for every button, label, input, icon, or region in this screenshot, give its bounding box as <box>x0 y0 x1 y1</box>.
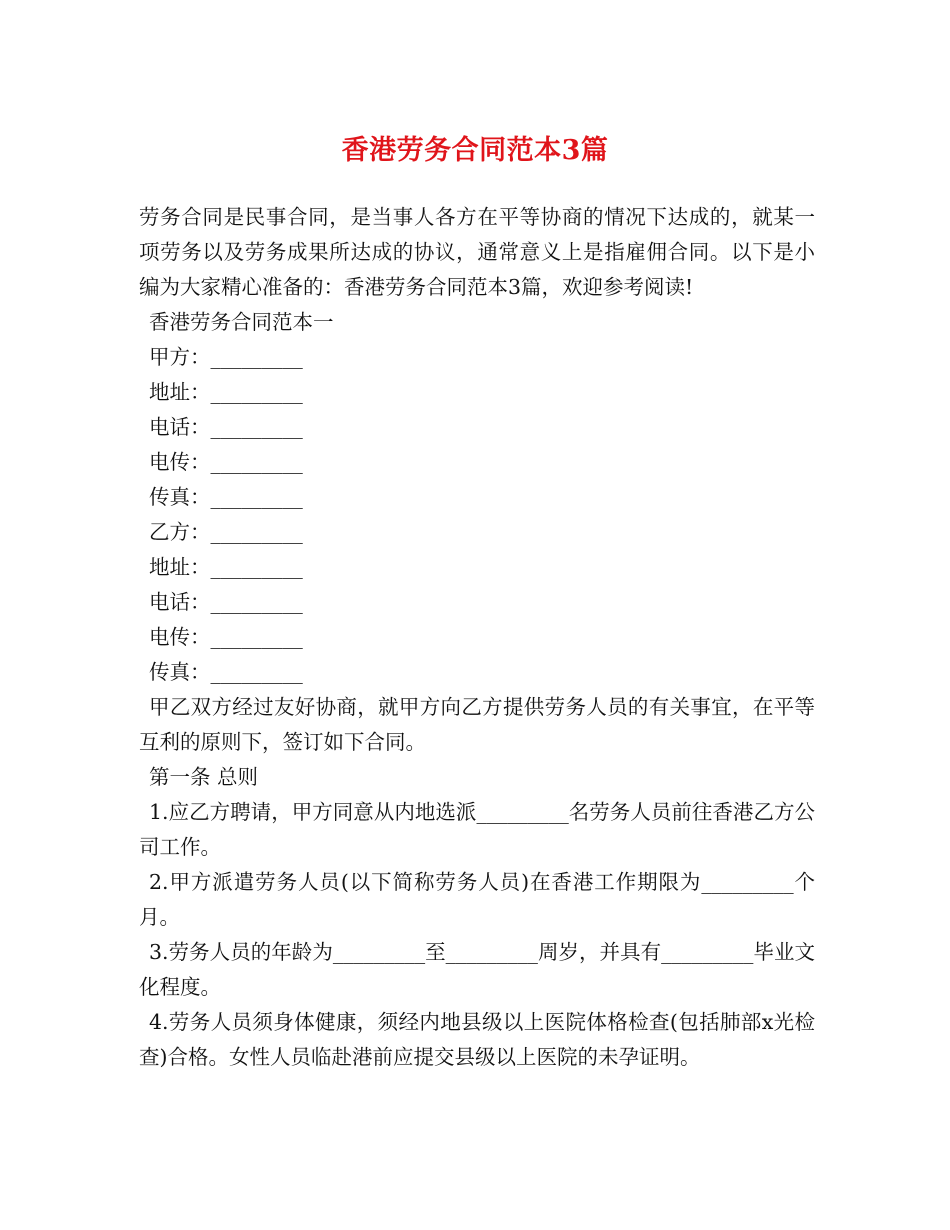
clause-1: 1.应乙方聘请，甲方同意从内地选派_________名劳务人员前往香港乙方公司工作。 <box>139 800 815 859</box>
field-party-b: 乙方：_________ <box>149 520 303 544</box>
document-body <box>139 200 815 1075</box>
clause-3: 3.劳务人员的年龄为_________至_________周岁，并具有_________毕业文化程度。 <box>139 940 815 999</box>
field-telex-b: 电传：_________ <box>149 625 303 649</box>
field-address-b: 地址：_________ <box>149 555 303 579</box>
article-heading: 第一条 总则 <box>149 765 259 789</box>
field-telex-a: 电传：_________ <box>149 450 303 474</box>
clause-2: 2.甲方派遣劳务人员(以下简称劳务人员)在香港工作期限为_________个月。 <box>139 870 815 929</box>
intro-paragraph: 劳务合同是民事合同，是当事人各方在平等协商的情况下达成的，就某一项劳务以及劳务成果所达成的协议，通常意义上是指雇佣合同。以下是小编为大家精心准备的：香港劳务合同范本3篇，欢迎参考阅读! <box>139 205 815 299</box>
document-title: 香港劳务合同范本3篇 <box>341 135 609 166</box>
field-phone-b: 电话：_________ <box>149 590 303 614</box>
field-address-a: 地址：_________ <box>149 380 303 404</box>
field-fax-b: 传真：_________ <box>149 660 303 684</box>
field-fax-a: 传真：_________ <box>149 485 303 509</box>
section-title: 香港劳务合同范本一 <box>149 310 334 334</box>
preamble-paragraph: 甲乙双方经过友好协商，就甲方向乙方提供劳务人员的有关事宜，在平等互利的原则下，签订如下合同。 <box>139 695 815 754</box>
clause-4: 4.劳务人员须身体健康，须经内地县级以上医院体格检查(包括肺部x光检查)合格。女性人员临赴港前应提交县级以上医院的未孕证明。 <box>139 1010 815 1069</box>
field-phone-a: 电话：_________ <box>149 415 303 439</box>
field-party-a: 甲方：_________ <box>149 345 303 369</box>
